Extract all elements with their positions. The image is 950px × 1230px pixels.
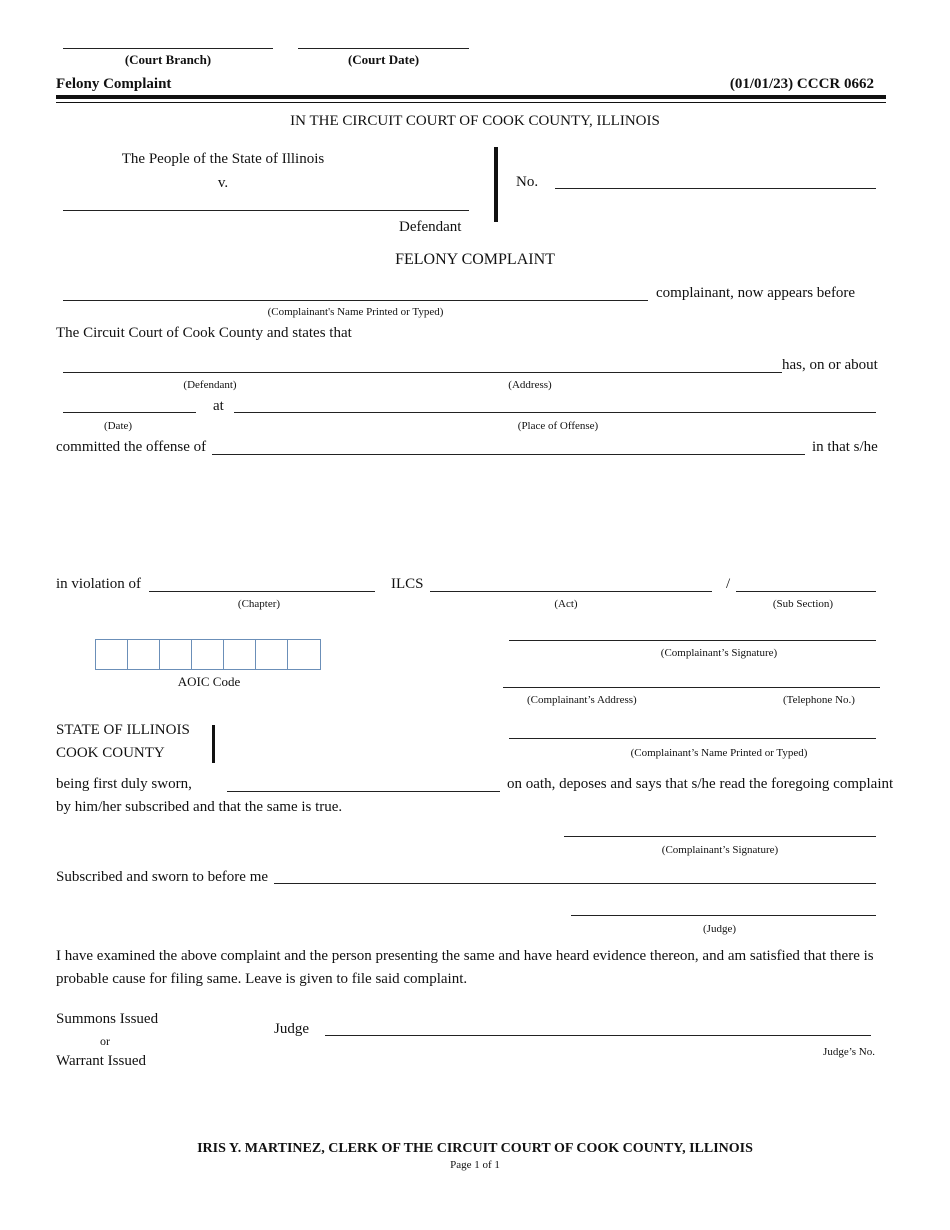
defendant-label: Defendant [399, 219, 462, 235]
venue-county: COOK COUNTY [56, 745, 165, 761]
issuance-judge-label: Judge [274, 1021, 309, 1037]
affiant-name-field[interactable] [227, 791, 500, 792]
has-on-or-about-text: has, on or about [782, 357, 878, 373]
court-states-text: The Circuit Court of Cook County and states that [56, 325, 352, 341]
telephone-caption: (Telephone No.) [783, 694, 855, 706]
complainant-signature-caption: (Complainant’s Signature) [660, 647, 778, 659]
warrant-issued-text: Warrant Issued [56, 1053, 147, 1069]
case-number-field[interactable] [555, 188, 876, 189]
act-caption: (Act) [554, 598, 578, 610]
summons-issued-text: Summons Issued [56, 1011, 159, 1027]
complainant-signature-field[interactable] [509, 640, 876, 641]
complainant-name-caption: (Complainant's Name Printed or Typed) [267, 306, 444, 318]
aoic-code-cell[interactable] [160, 640, 192, 669]
defendant-address-field[interactable] [63, 372, 782, 373]
venue-divider [212, 725, 215, 763]
chapter-caption: (Chapter) [237, 598, 281, 610]
document-title: FELONY COMPLAINT [395, 251, 555, 268]
oath-signature-field[interactable] [564, 836, 876, 837]
aoic-code-cell[interactable] [192, 640, 224, 669]
sworn-before-field[interactable] [274, 883, 876, 884]
aoic-code-cell[interactable] [128, 640, 160, 669]
subsection-caption: (Sub Section) [772, 598, 834, 610]
ilcs-text: ILCS [391, 576, 424, 592]
aoic-code-cell[interactable] [96, 640, 128, 669]
subscribed-true-text: by him/her subscribed and that the same is true. [56, 799, 343, 815]
offense-date-field[interactable] [63, 412, 196, 413]
complainant-name-printed-field[interactable] [509, 738, 876, 739]
court-date-field[interactable] [298, 48, 469, 49]
aoic-code-boxes[interactable] [95, 639, 321, 670]
court-branch-field[interactable] [63, 48, 273, 49]
header-rule-thick [56, 95, 886, 99]
venue-state: STATE OF ILLINOIS [56, 722, 190, 738]
defendant-field[interactable] [63, 210, 469, 211]
issuance-judge-field[interactable] [325, 1035, 871, 1036]
complainant-address-caption: (Complainant’s Address) [527, 694, 637, 706]
at-text: at [213, 398, 224, 414]
slash-text: / [726, 576, 731, 592]
page-number: Page 1 of 1 [450, 1159, 500, 1171]
oath-judge-caption: (Judge) [703, 923, 736, 935]
committed-offense-text: committed the offense of [56, 439, 207, 455]
caption-divider [494, 147, 498, 222]
act-field[interactable] [430, 591, 712, 592]
judge-number-caption: Judge’s No. [823, 1046, 875, 1058]
or-text: or [100, 1034, 110, 1048]
in-that-text: in that s/he [812, 439, 878, 455]
oath-signature-caption: (Complainant’s Signature) [661, 844, 779, 856]
court-branch-label: (Court Branch) [124, 52, 212, 67]
aoic-code-cell[interactable] [288, 640, 320, 669]
header-rule-thin [56, 102, 886, 103]
plaintiff-name: The People of the State of Illinois [121, 151, 325, 167]
form-number: (01/01/23) CCCR 0662 [729, 76, 874, 92]
oath-judge-field[interactable] [571, 915, 876, 916]
complainant-address-field[interactable] [503, 687, 880, 688]
date-caption: (Date) [103, 420, 133, 432]
court-date-label: (Court Date) [347, 52, 420, 67]
place-of-offense-field[interactable] [234, 412, 876, 413]
complainant-name-printed-caption: (Complainant’s Name Printed or Typed) [630, 747, 808, 759]
aoic-code-cell[interactable] [224, 640, 256, 669]
on-oath-text: on oath, deposes and says that s/he read the foregoing complaint [507, 776, 894, 792]
address-caption: (Address) [508, 379, 552, 391]
defendant-caption: (Defendant) [183, 379, 237, 391]
in-violation-text: in violation of [56, 576, 141, 592]
chapter-field[interactable] [149, 591, 375, 592]
being-sworn-text: being first duly sworn, [56, 776, 192, 792]
complainant-appears-text: complainant, now appears before [656, 285, 856, 301]
place-caption: (Place of Offense) [517, 420, 599, 432]
aoic-code-label: AOIC Code [177, 674, 241, 689]
finding-line-2: probable cause for filing same. Leave is given to file said complaint. [56, 971, 468, 987]
form-name: Felony Complaint [56, 76, 172, 92]
subscribed-sworn-text: Subscribed and sworn to before me [56, 869, 269, 885]
complainant-name-field[interactable] [63, 300, 648, 301]
court-title: IN THE CIRCUIT COURT OF COOK COUNTY, ILLINOIS [290, 113, 660, 129]
clerk-footer: IRIS Y. MARTINEZ, CLERK OF THE CIRCUIT COURT OF COOK COUNTY, ILLINOIS [197, 1141, 753, 1156]
offense-name-field[interactable] [212, 454, 805, 455]
finding-line-1: I have examined the above complaint and the person presenting the same and have heard evidence thereon, and am satisfied that there is [56, 948, 874, 964]
subsection-field[interactable] [736, 591, 876, 592]
case-number-label: No. [516, 174, 539, 190]
aoic-code-cell[interactable] [256, 640, 288, 669]
versus: v. [217, 175, 229, 191]
